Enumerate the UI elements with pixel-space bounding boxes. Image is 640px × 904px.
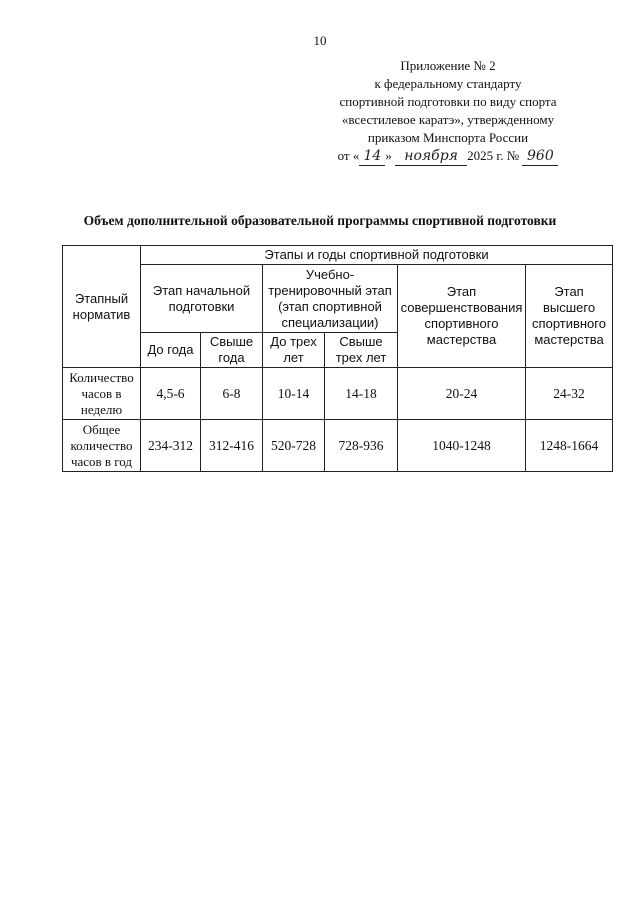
subheader-over-three-years: Свыше трех лет <box>325 333 398 368</box>
training-volume-table <box>62 245 613 472</box>
date-prefix: от « <box>337 148 360 163</box>
table-cell: 728-936 <box>325 420 398 472</box>
appendix-line-2: к федеральному стандарту <box>374 76 522 91</box>
table-cell: 4,5-6 <box>141 368 201 420</box>
table-row <box>63 420 613 472</box>
order-number-handwritten: 960 <box>522 147 558 166</box>
row-label: Количество часов в неделю <box>63 368 141 420</box>
table-cell: 20-24 <box>398 368 526 420</box>
stage-header-initial: Этап начальной подготовки <box>141 265 263 333</box>
group-header: Этапы и годы спортивной подготовки <box>141 246 613 265</box>
document-title: Объем дополнительной образовательной программы спортивной подготовки <box>83 213 557 228</box>
date-year: 2025 г. № <box>467 148 520 163</box>
table-cell: 14-18 <box>325 368 398 420</box>
stage-header-improvement: Этап совершенствования спортивного мастерства <box>398 265 526 368</box>
order-date-line <box>298 147 598 166</box>
date-day-handwritten: 14 <box>359 147 385 166</box>
table-cell: 6-8 <box>201 368 263 420</box>
table-cell: 312-416 <box>201 420 263 472</box>
date-month-handwritten: ноября <box>395 147 467 166</box>
corner-header: Этапный норматив <box>63 246 141 368</box>
table-cell: 24-32 <box>526 368 613 420</box>
row-label: Общее количество часов в год <box>63 420 141 472</box>
appendix-line-3: спортивной подготовки по виду спорта <box>339 94 557 109</box>
page-number: 10 <box>313 33 327 48</box>
table-row <box>63 368 613 420</box>
subheader-up-to-year: До года <box>141 333 201 368</box>
table-cell: 1248-1664 <box>526 420 613 472</box>
appendix-line-1: Приложение № 2 <box>400 58 496 73</box>
stage-header-training: Учебно-тренировочный этап (этап спортивной специализации) <box>263 265 398 333</box>
appendix-line-5: приказом Минспорта России <box>367 130 529 145</box>
table-cell: 10-14 <box>263 368 325 420</box>
subheader-over-year: Свыше года <box>201 333 263 368</box>
table-cell: 520-728 <box>263 420 325 472</box>
appendix-block <box>298 57 598 166</box>
table-cell: 234-312 <box>141 420 201 472</box>
subheader-up-to-three-years: До трех лет <box>263 333 325 368</box>
appendix-line-4: «всестилевое каратэ», утвержденному <box>341 112 555 127</box>
date-close: » <box>385 148 392 163</box>
stage-header-highest: Этап высшего спортивного мастерства <box>526 265 613 368</box>
table-cell: 1040-1248 <box>398 420 526 472</box>
